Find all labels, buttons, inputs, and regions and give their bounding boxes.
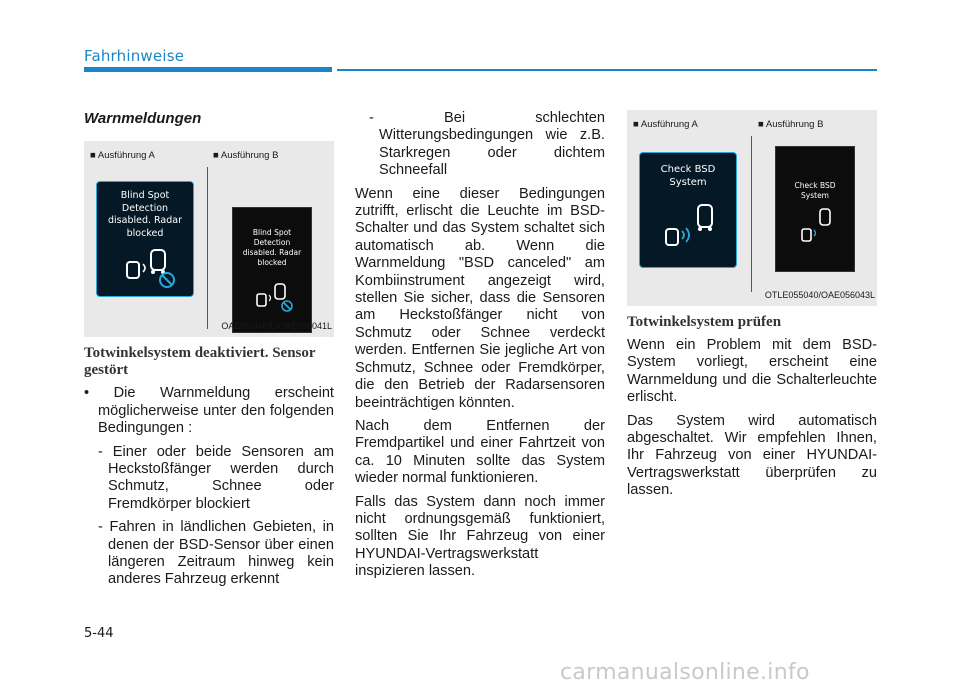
figure-bsd-disabled: [84, 141, 334, 337]
bsd-blocked-icon: [97, 244, 195, 294]
subsection-heading: Totwinkelsystem prüfen: [627, 314, 782, 330]
watermark: carmanualsonline.info: [560, 660, 810, 685]
body-paragraph: Das System wird automatisch abgeschaltet. Wir empfehlen Ihnen, Ihr Fahrzeug von einer HYUNDAI-Vertragswerkstatt überprüfen zu lassen.: [627, 412, 877, 499]
dash-item: - Fahren in ländlichen Gebieten, in denen der BSD-Sensor über einen längeren Zeitraum hinweg kein anderes Fahrzeug erkennt: [98, 519, 334, 588]
page-number: 5-44: [84, 626, 114, 641]
body-paragraph: Nach dem Entfernen der Fremdpartikel und einer Fahrtzeit von ca. 10 Minuten sollte das System wieder normal funktionieren.: [355, 417, 605, 487]
figure-divider: [751, 136, 752, 292]
cluster-screen-b: [775, 146, 855, 272]
figure-label-b: ■ Ausführung B: [213, 150, 279, 162]
bsd-check-icon: [640, 199, 738, 259]
figure-divider: [207, 167, 208, 329]
cluster-screen-b: [232, 207, 312, 333]
section-title: Warnmeldungen: [84, 110, 202, 127]
cluster-screen-a: [639, 152, 737, 268]
figure-check-bsd: [627, 110, 877, 306]
column-right: [627, 110, 877, 506]
header-accent-bar: [84, 67, 332, 72]
bullet-item: • Die Warnmeldung erscheint möglicherweise unter den folgenden Bedingungen :: [84, 385, 334, 437]
column-left: [84, 110, 334, 595]
section-header-title: Fahrhinweise: [84, 47, 185, 65]
subsection-heading: Totwinkelsystem deaktiviert. Sensor gestört: [84, 345, 316, 379]
screen-b-message: Check BSD System: [794, 181, 836, 200]
screen-a-message: Check BSD System: [660, 164, 716, 188]
column-middle: [355, 110, 605, 587]
body-paragraph: Wenn ein Problem mit dem BSD-System vorliegt, erscheint eine Warnmeldung und die Schalterleuchte erlischt.: [627, 337, 877, 406]
cluster-screen-a: [96, 181, 194, 297]
figure-caption: OAE056040L/OAE056041L: [221, 321, 332, 331]
dash-item: - Einer oder beide Sensoren am Heckstoßfänger werden durch Schmutz, Schnee oder Fremdkörper blockiert: [98, 443, 334, 512]
figure-label-b: ■ Ausführung B: [758, 119, 824, 130]
body-paragraph: Wenn eine dieser Bedingungen zutrifft, erlischt die Leuchte im BSD-Schalter und das System schaltet sich automatisch ab. Wenn die Warnmeldung "BSD canceled" am Kombiinstrument angezeigt wird, stellen Sie sicher, dass die Sensoren am Heckstoßfänger nicht von Schmutz oder Schnee verdeckt werden. Entfernen Sie jegliche Art von Schmutz, Schnee oder Fremdkörper, die den Betrieb der Radarsensoren beeinträchtigen könnten.: [355, 185, 605, 411]
screen-b-message: Blind Spot Detection disabled. Radar blocked: [242, 228, 302, 268]
screen-a-message: Blind Spot Detection disabled. Radar blocked: [108, 190, 182, 239]
dash-item: - Bei schlechten Witterungsbedingungen wie z.B. Starkregen oder dichtem Schneefall: [369, 110, 605, 179]
header-rule: [337, 69, 877, 71]
figure-label-a: ■ Ausführung A: [90, 150, 155, 162]
bsd-blocked-icon-small: [233, 280, 313, 320]
body-paragraph: Falls das System dann noch immer nicht ordnungsgemäß funktioniert, sollten Sie Ihr Fahrzeug von einer HYUNDAI-Vertragswerkstatt inspizieren lassen.: [355, 493, 605, 580]
bsd-check-icon-small: [776, 207, 856, 257]
figure-caption: OTLE055040/OAE056043L: [764, 289, 875, 300]
figure-label-a: ■ Ausführung A: [633, 119, 698, 130]
